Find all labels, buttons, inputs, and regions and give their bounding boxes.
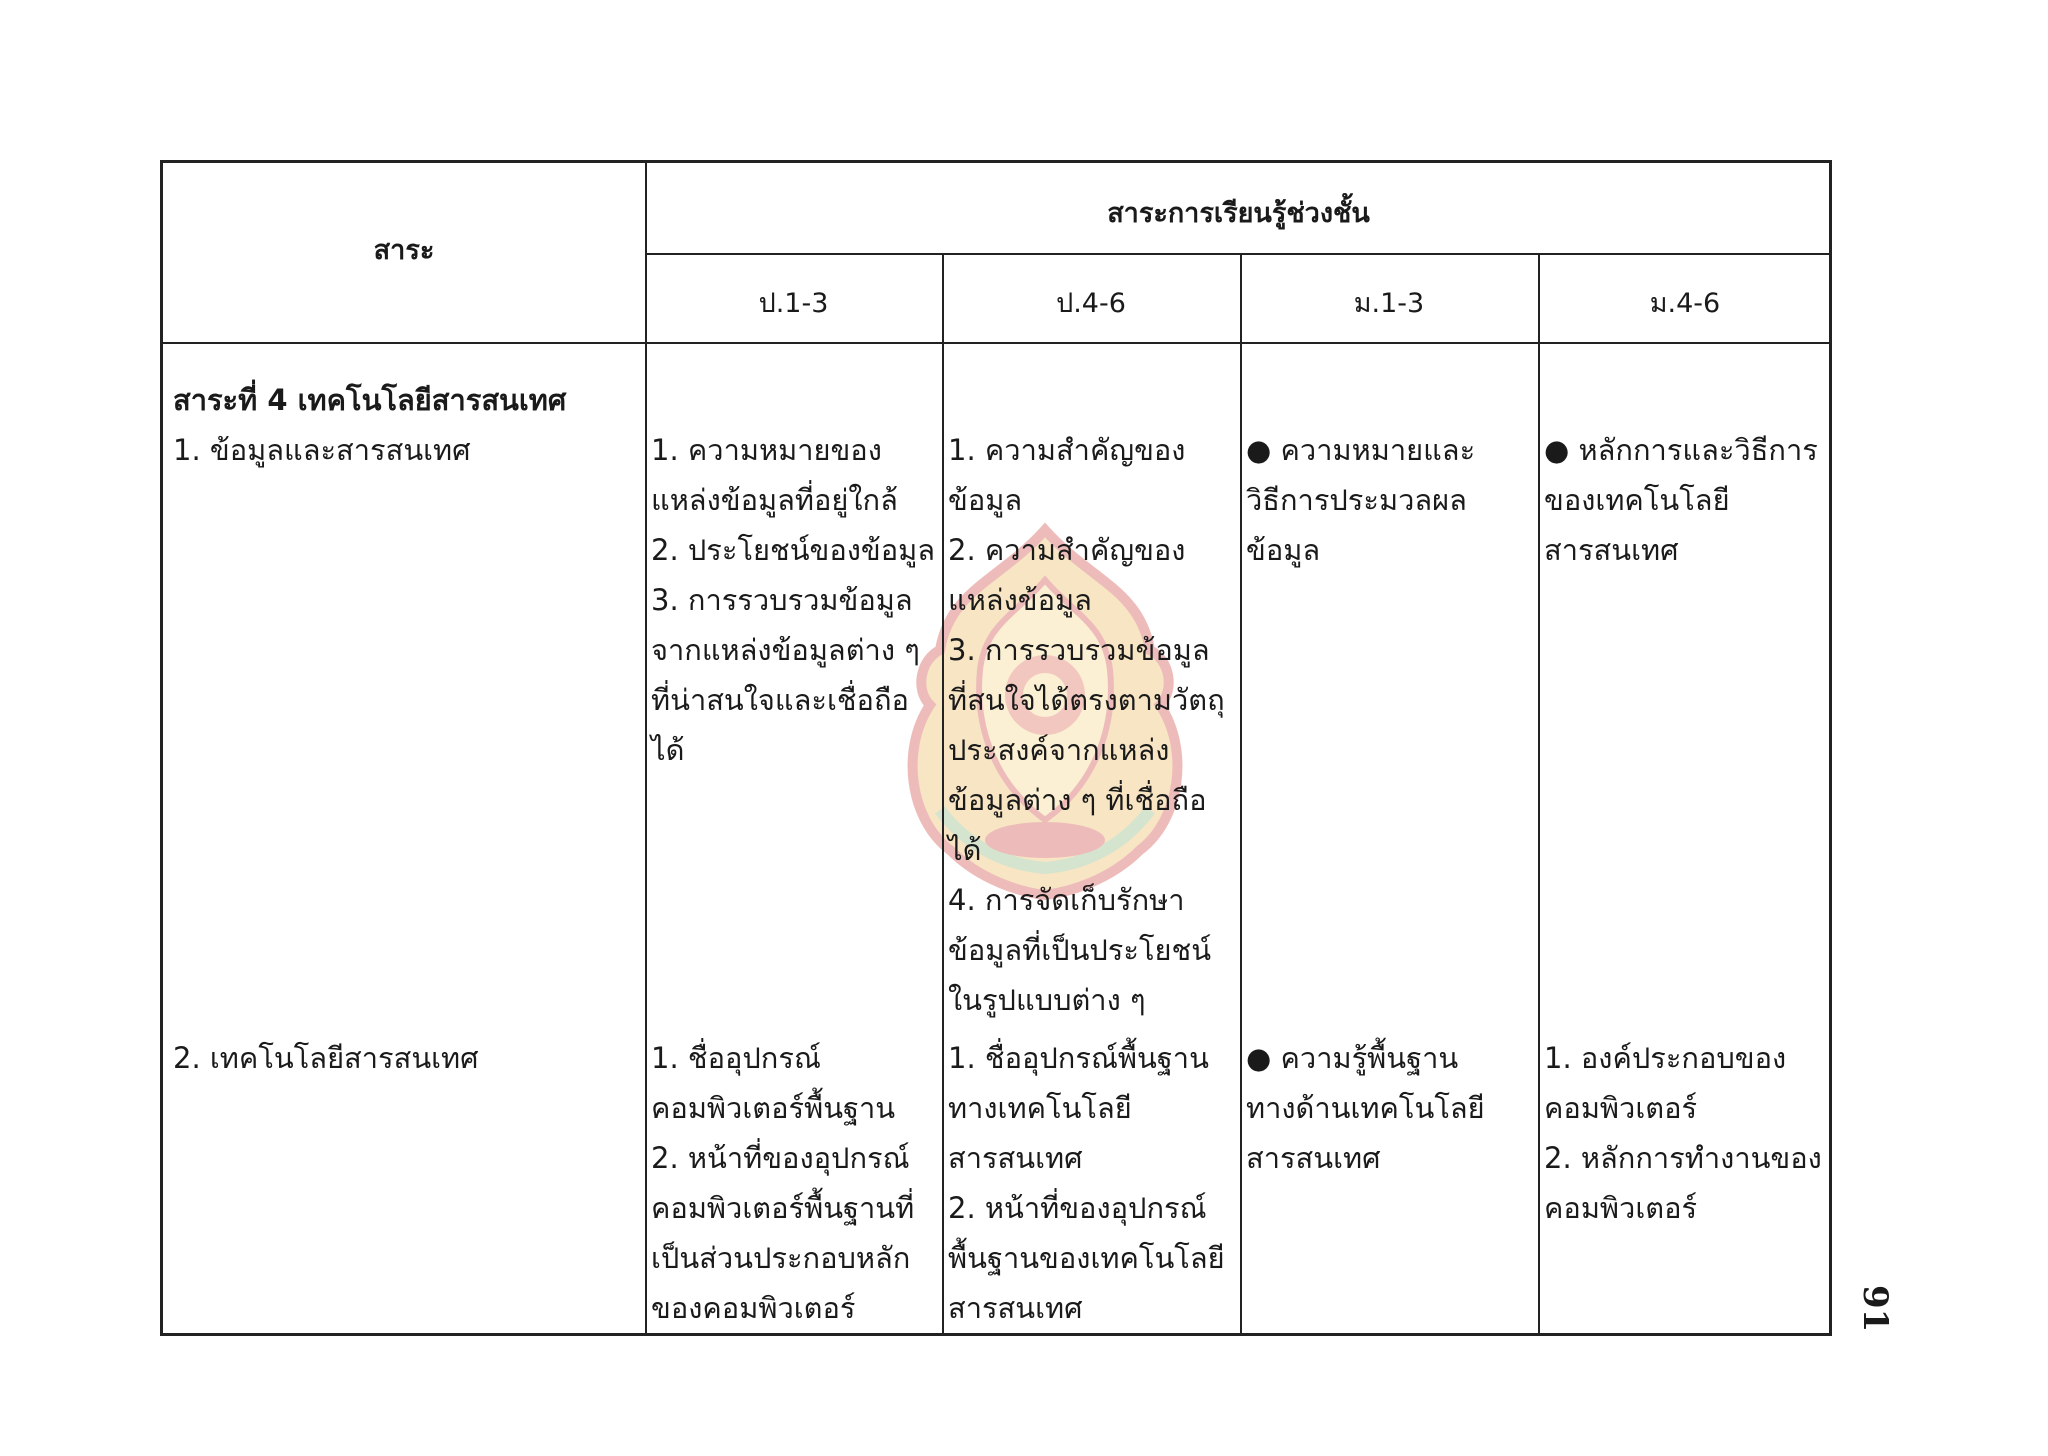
row1-cell-p1-3: 1. ความหมายของ แหล่งข้อมูลที่อยู่ใกล้ 2. ประโยชน์ของข้อมูล 3. การรวบรวมข้อมูล จากแหล่งข้อมูลต่าง ๆ ที่น่าสนใจและเชื่อถือได้ <box>651 433 936 767</box>
header-divider <box>645 253 1832 255</box>
learning-content-header: สาระการเรียนรู้ช่วงชั้น <box>1107 198 1370 229</box>
topic-2-label: 2. เทคโนโลยีสารสนเทศ <box>173 1041 479 1075</box>
level-header-p4-6: ป.4-6 <box>1056 288 1126 319</box>
header-bottom-rule <box>163 342 1832 344</box>
curriculum-table <box>160 160 1832 1336</box>
column-divider <box>942 253 944 1336</box>
level-header-p1-3: ป.1-3 <box>758 288 829 319</box>
level-header-m4-6: ม.4-6 <box>1649 288 1721 319</box>
topic-1-label: 1. ข้อมูลและสารสนเทศ <box>173 433 471 467</box>
section-title: สาระที่ 4 เทคโนโลยีสารสนเทศ <box>173 383 567 417</box>
row2-cell-p4-6: 1. ชื่ออุปกรณ์พื้นฐาน ทางเทคโนโลยีสารสนเทศ 2. หน้าที่ของอุปกรณ์ พื้นฐานของเทคโนโลยี สารสนเทศ <box>948 1041 1225 1325</box>
page-number: 91 <box>1855 1285 1895 1333</box>
row2-cell-p1-3: 1. ชื่ออุปกรณ์ คอมพิวเตอร์พื้นฐาน 2. หน้าที่ของอุปกรณ์ คอมพิวเตอร์พื้นฐานที่ เป็นส่วนประกอบหลัก ของคอมพิวเตอร์ <box>651 1041 915 1325</box>
level-header-m1-3: ม.1-3 <box>1353 288 1425 319</box>
column-divider <box>1538 253 1540 1336</box>
row2-cell-m1-3: ● ความรู้พื้นฐาน ทางด้านเทคโนโลยี สารสนเทศ <box>1246 1041 1485 1175</box>
row1-cell-p4-6: 1. ความสำคัญของ ข้อมูล 2. ความสำคัญของ แหล่งข้อมูล 3. การรวบรวมข้อมูล ที่สนใจได้ตรงตามวัตถุ ประสงค์จากแหล่ง ข้อมูลต่าง ๆ ที่เชื่อถือได้ 4. การจัดเก็บรักษา ข้อมูลที่เป็นประโยชน์ ในรูปแบบต่าง ๆ <box>948 433 1225 1017</box>
column-divider <box>1240 253 1242 1336</box>
row2-cell-m4-6: 1. องค์ประกอบของ คอมพิวเตอร์ 2. หลักการทำงานของ คอมพิวเตอร์ <box>1544 1041 1822 1225</box>
column-divider <box>645 163 647 1336</box>
row1-cell-m4-6: ● หลักการและวิธีการ ของเทคโนโลยี สารสนเทศ <box>1544 433 1818 567</box>
row1-cell-m1-3: ● ความหมายและ วิธีการประมวลผล ข้อมูล <box>1246 433 1476 567</box>
topic-column-header: สาระ <box>373 235 435 266</box>
